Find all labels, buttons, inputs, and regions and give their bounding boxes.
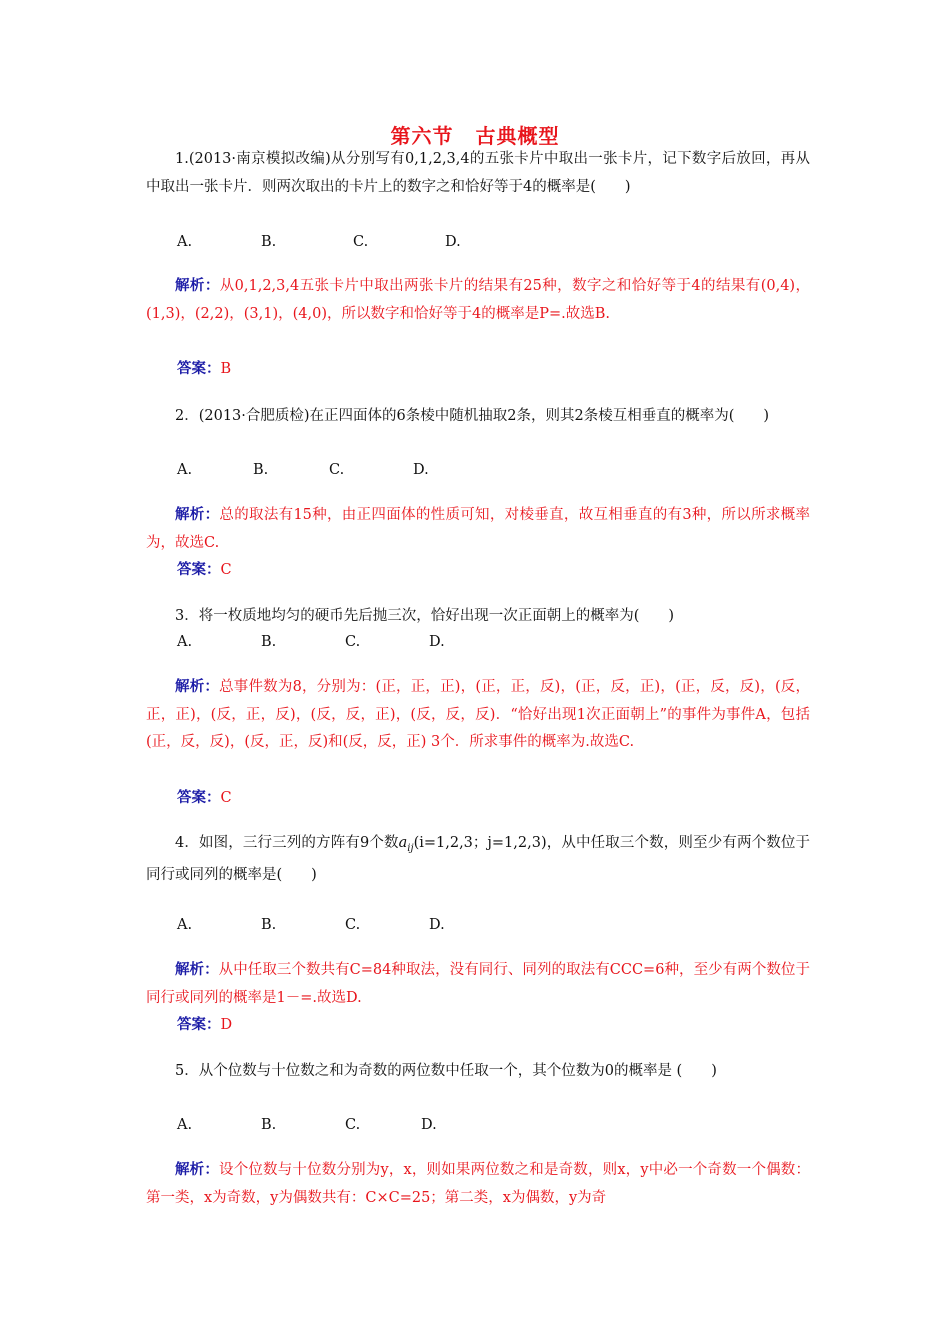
stem-part-a: 4．如图，三行三列的方阵有9个数 bbox=[175, 835, 399, 851]
question-3-answer bbox=[177, 786, 232, 810]
option-a: A. bbox=[177, 634, 193, 650]
option-d: D. bbox=[429, 634, 445, 650]
solution-text: 总的取法有15种，由正四面体的性质可知，对棱垂直，故互相垂直的有3种，所以所求概率为，故选C. bbox=[146, 507, 810, 551]
question-3-stem: 3．将一枚质地均匀的硬币先后抛三次，恰好出现一次正面朝上的概率为( ) bbox=[175, 608, 675, 624]
solution-text: 从0,1,2,3,4五张卡片中取出两张卡片的结果有25种，数字之和恰好等于4的结果有(0,4)，(1,3)，(2,2)，(3,1)，(4,0)，所以数字和恰好等于4的概率是P=.故选B. bbox=[146, 278, 810, 322]
page-title bbox=[0, 120, 950, 149]
solution-text: 设个位数与十位数分别为y，x，则如果两位数之和是奇数，则x，y中必一个奇数一个偶数：第一类，x为奇数，y为偶数共有：C×C=25；第二类，x为偶数，y为奇 bbox=[146, 1162, 810, 1206]
stem-part-b: (i=1,2,3；j=1,2,3)，从中任取三个数，则至少有两个数位于同行或同列的概率是( ) bbox=[146, 835, 810, 884]
answer-label: 答案： bbox=[177, 1017, 221, 1033]
solution-label: 解析： bbox=[175, 1162, 220, 1178]
question-1-stem: 1.(2013·南京模拟改编)从分别写有0,1,2,3,4的五张卡片中取出一张卡片，记下数字后放回，再从中取出一张卡片．则两次取出的卡片上的数字之和恰好等于4的概率是( ) bbox=[146, 151, 810, 195]
solution-label: 解析： bbox=[175, 278, 220, 294]
option-c: C. bbox=[345, 1117, 361, 1133]
solution-label: 解析： bbox=[175, 507, 220, 523]
option-a: A. bbox=[177, 234, 193, 250]
answer-value: D bbox=[220, 1017, 233, 1033]
title-topic: 古典概型 bbox=[475, 124, 560, 148]
question-2-answer bbox=[177, 558, 232, 582]
solution-text: 从中任取三个数共有C=84种取法，没有同行、同列的取法有CCC=6种，至少有两个数位于同行或同列的概率是1－=.故选D. bbox=[146, 962, 810, 1006]
answer-value: B bbox=[220, 361, 232, 377]
answer-value: C bbox=[220, 790, 232, 806]
option-b: B. bbox=[253, 462, 269, 478]
question-4-solution bbox=[146, 957, 810, 1012]
solution-text: 总事件数为8，分别为：(正，正，正)，(正，正，反)，(正，反，正)，(正，反，反)，(反，正，正)，(反，正，反)，(反，反，正)，(反，反，反)．“恰好出现1次正面朝上”的事件为事件A，包括(正，反，反)，(反，正，反)和(反，反，正) 3个．所求事件的概率为.故选C. bbox=[146, 679, 811, 750]
question-5-solution bbox=[146, 1157, 810, 1212]
option-b: B. bbox=[261, 634, 277, 650]
question-3-solution bbox=[146, 674, 810, 757]
option-a: A. bbox=[177, 1117, 193, 1133]
stem-subscript: ij bbox=[407, 842, 414, 854]
option-c: C. bbox=[329, 462, 345, 478]
option-a: A. bbox=[177, 462, 193, 478]
title-section: 第六节 bbox=[390, 124, 454, 148]
option-c: C. bbox=[353, 234, 369, 250]
answer-label: 答案： bbox=[177, 361, 221, 377]
question-2-solution bbox=[146, 502, 810, 557]
question-5-stem: 5．从个位数与十位数之和为奇数的两位数中任取一个，其个位数为0的概率是 ( ) bbox=[175, 1063, 717, 1079]
answer-label: 答案： bbox=[177, 790, 221, 806]
question-1-solution bbox=[146, 273, 810, 328]
stem-variable: a bbox=[398, 835, 408, 851]
option-d: D. bbox=[429, 917, 445, 933]
question-4-stem bbox=[146, 830, 810, 890]
option-d: D. bbox=[445, 234, 461, 250]
option-b: B. bbox=[261, 1117, 277, 1133]
question-4-answer bbox=[177, 1013, 232, 1037]
option-c: C. bbox=[345, 917, 361, 933]
question-1-answer bbox=[177, 357, 231, 381]
solution-label: 解析： bbox=[175, 679, 220, 695]
option-d: D. bbox=[413, 462, 429, 478]
option-b: B. bbox=[261, 234, 277, 250]
solution-label: 解析： bbox=[175, 962, 219, 978]
option-a: A. bbox=[177, 917, 193, 933]
question-2-stem: 2．(2013·合肥质检)在正四面体的6条棱中随机抽取2条，则其2条棱互相垂直的概率为( ) bbox=[175, 408, 770, 424]
option-d: D. bbox=[421, 1117, 437, 1133]
option-c: C. bbox=[345, 634, 361, 650]
option-b: B. bbox=[261, 917, 277, 933]
answer-label: 答案： bbox=[177, 562, 221, 578]
answer-value: C bbox=[220, 562, 232, 578]
